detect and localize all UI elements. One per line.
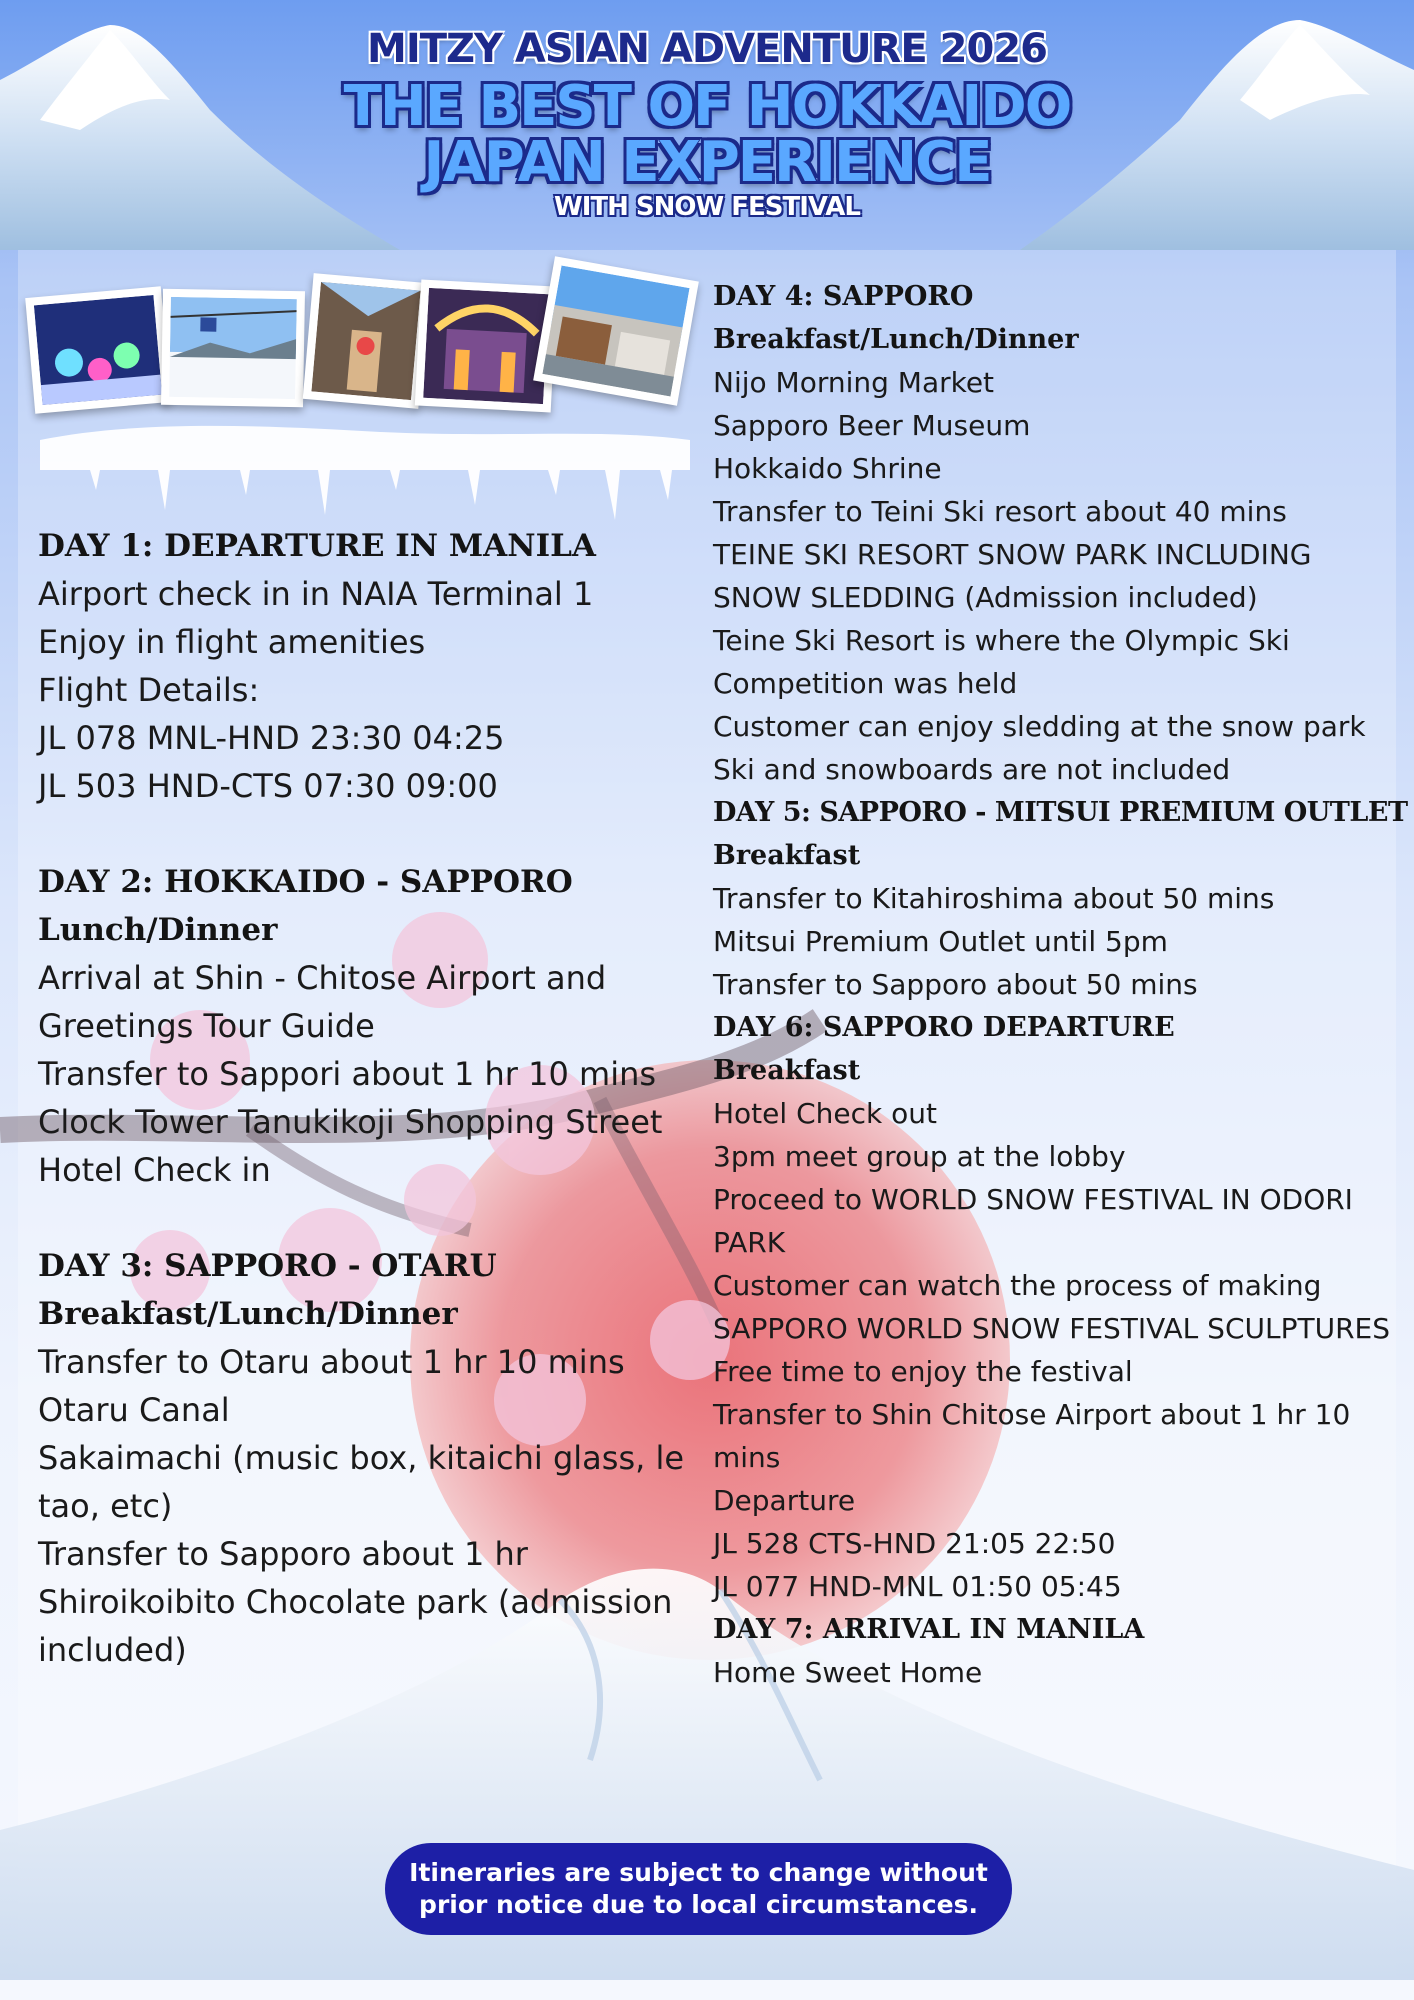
day-3-item: Transfer to Otaru about 1 hr 10 mins (38, 1343, 625, 1381)
day-6-title: DAY 6: SAPPORO DEPARTURE (713, 1012, 1175, 1043)
day-6-item: Proceed to WORLD SNOW FESTIVAL IN ODORI PARK (713, 1183, 1353, 1259)
header-title-line-2: THE BEST OF HOKKAIDO (343, 74, 1071, 139)
day-1-section (38, 522, 688, 810)
header-subtitle: WITH SNOW FESTIVAL (554, 192, 860, 222)
otaru-street-photo (303, 273, 430, 409)
day-7-section (713, 1608, 1403, 1694)
day-3-item: Otaru Canal (38, 1391, 230, 1429)
day-7-item: Home Sweet Home (713, 1656, 983, 1689)
day-6-item: JL 077 HND-MNL 01:50 05:45 (713, 1570, 1122, 1603)
day-1-item: Flight Details: (38, 671, 260, 709)
day-4-item: Transfer to Teini Ski resort about 40 mins (713, 495, 1287, 528)
itinerary-right-column (713, 275, 1408, 1694)
day-6-item: JL 528 CTS-HND 21:05 22:50 (713, 1527, 1116, 1560)
day-6-item: Customer can watch the process of making SAPPORO WORLD SNOW FESTIVAL SCULPTURES (713, 1269, 1391, 1345)
day-5-title: DAY 5: SAPPORO - MITSUI PREMIUM OUTLET (713, 797, 1408, 828)
day-1-item: Enjoy in flight amenities (38, 623, 426, 661)
header-line-1: MITZY ASIAN ADVENTURE 2026 (367, 26, 1047, 72)
day-5-section (713, 791, 1408, 1006)
day-5-meals: Breakfast (713, 840, 861, 871)
day-3-item: Transfer to Sapporo about 1 hr (38, 1535, 528, 1573)
day-4-item: TEINE SKI RESORT SNOW PARK INCLUDING SNOW SLEDDING (Admission included) (713, 538, 1312, 614)
day-2-title: DAY 2: HOKKAIDO - SAPPORO (38, 864, 573, 900)
day-5-item: Transfer to Kitahiroshima about 50 mins (713, 882, 1275, 915)
day-4-meals: Breakfast/Lunch/Dinner (713, 324, 1079, 355)
day-6-item: Free time to enjoy the festival (713, 1355, 1133, 1388)
day-4-item: Customer can enjoy sledding at the snow park (713, 710, 1366, 743)
disclaimer-line-2: prior notice due to local circumstances. (419, 1890, 978, 1919)
day-3-item: Shiroikoibito Chocolate park (admission included) (38, 1583, 673, 1669)
day-4-item: Nijo Morning Market (713, 366, 995, 399)
day-2-item: Hotel Check in (38, 1151, 271, 1189)
day-2-item: Clock Tower Tanukikoji Shopping Street (38, 1103, 663, 1141)
header-title-line-3: JAPAN EXPERIENCE (423, 130, 991, 195)
day-2-meals: Lunch/Dinner (38, 912, 278, 948)
shopping-arcade-photo (415, 280, 557, 413)
day-4-item: Ski and snowboards are not included (713, 753, 1231, 786)
ski-lift-photo (161, 289, 305, 407)
day-6-item: Transfer to Shin Chitose Airport about 1 hr 10 mins (713, 1398, 1351, 1474)
day-5-item: Mitsui Premium Outlet until 5pm (713, 925, 1168, 958)
day-2-section (38, 858, 688, 1194)
day-1-item: JL 503 HND-CTS 07:30 09:00 (38, 767, 498, 805)
day-7-title: DAY 7: ARRIVAL IN MANILA (713, 1614, 1145, 1645)
disclaimer-line-1: Itineraries are subject to change without (409, 1858, 988, 1887)
day-3-meals: Breakfast/Lunch/Dinner (38, 1296, 458, 1332)
day-6-item: Departure (713, 1484, 856, 1517)
itinerary-left-column (38, 522, 688, 1722)
day-4-section (713, 275, 1403, 791)
disclaimer-badge (385, 1843, 1012, 1935)
day-4-item: Teine Ski Resort is where the Olympic Ski Competition was held (713, 624, 1290, 700)
day-1-item: Airport check in in NAIA Terminal 1 (38, 575, 594, 613)
day-6-item: Hotel Check out (713, 1097, 937, 1130)
snow-lantern-photo (25, 286, 171, 413)
day-2-item: Transfer to Sappori about 1 hr 10 mins (38, 1055, 657, 1093)
outlet-mall-photo (533, 256, 699, 405)
day-2-item: Arrival at Shin - Chitose Airport and Greetings Tour Guide (38, 959, 607, 1045)
day-4-item: Sapporo Beer Museum (713, 409, 1031, 442)
day-6-section (713, 1006, 1403, 1608)
day-4-title: DAY 4: SAPPORO (713, 281, 974, 312)
day-3-title: DAY 3: SAPPORO - OTARU (38, 1248, 497, 1284)
day-3-section (38, 1242, 688, 1674)
day-6-item: 3pm meet group at the lobby (713, 1140, 1126, 1173)
day-4-item: Hokkaido Shrine (713, 452, 942, 485)
day-6-meals: Breakfast (713, 1055, 861, 1086)
day-5-item: Transfer to Sapporo about 50 mins (713, 968, 1198, 1001)
day-1-title: DAY 1: DEPARTURE IN MANILA (38, 528, 596, 564)
day-1-item: JL 078 MNL-HND 23:30 04:25 (38, 719, 505, 757)
day-3-item: Sakaimachi (music box, kitaichi glass, le tao, etc) (38, 1439, 685, 1525)
